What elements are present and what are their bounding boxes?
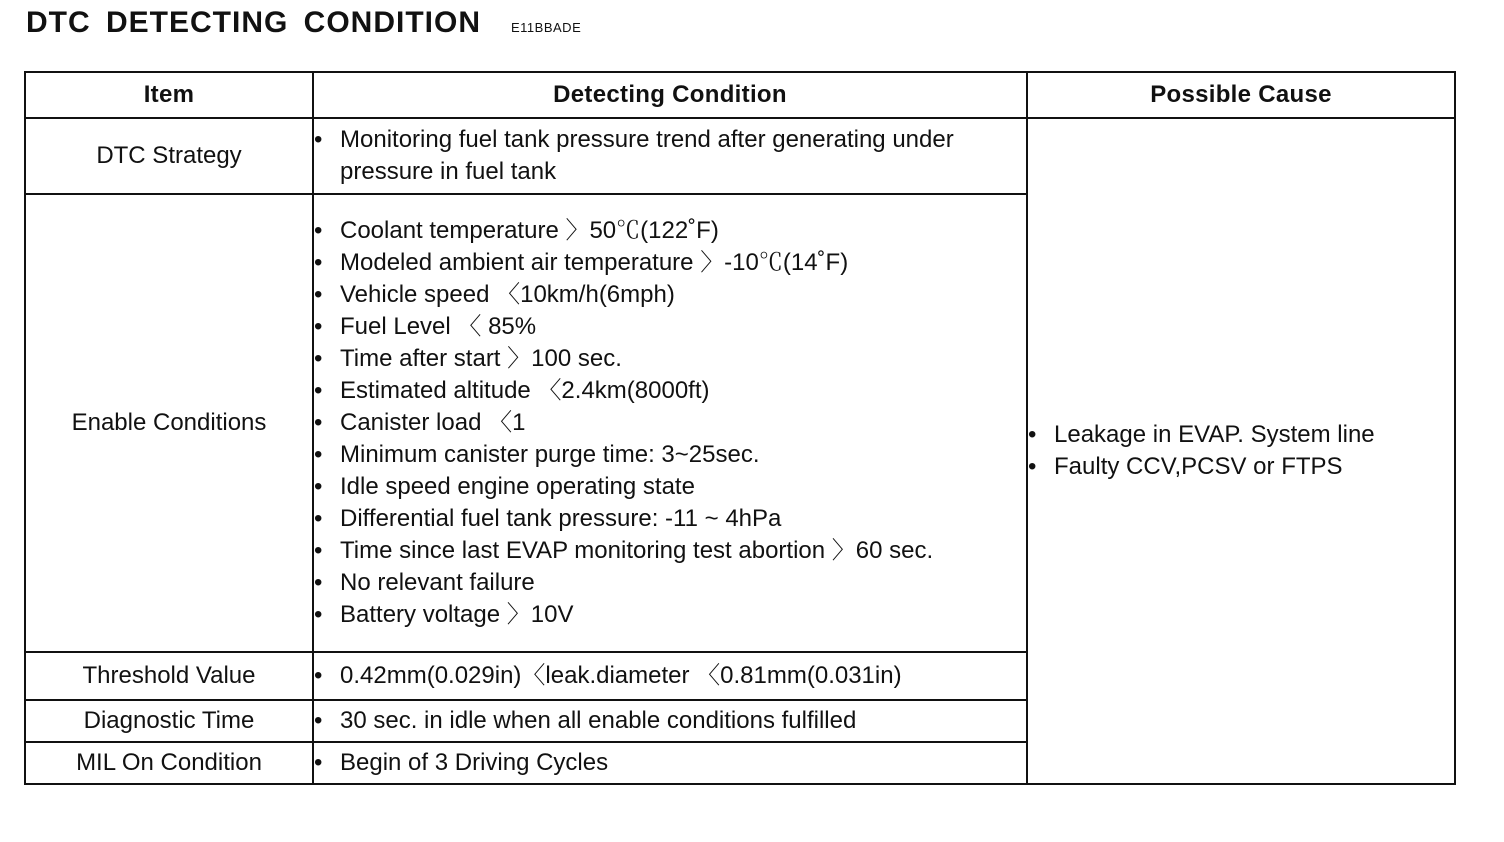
condition-item: • 30 sec. in idle when all enable conditions fulfilled	[314, 705, 1026, 737]
item-cell-diagnostic-time: Diagnostic Time	[25, 700, 313, 742]
page-heading	[26, 6, 581, 46]
condition-item: • 0.42mm(0.029in)〈leak.diameter 〈0.81mm(0.031in)	[314, 660, 1026, 692]
table-row-dtc-strategy	[25, 118, 1455, 194]
column-header-item: Item	[25, 72, 313, 118]
column-header-possible-cause: Possible Cause	[1027, 72, 1455, 118]
page-title: DTC DETECTING CONDITION	[26, 6, 481, 39]
possible-cause-item: • Faulty CCV,PCSV or FTPS	[1028, 451, 1454, 483]
table-header-row	[25, 72, 1455, 118]
condition-item: • Modeled ambient air temperature 〉-10℃(14˚F)	[314, 247, 1026, 279]
condition-list	[314, 215, 1026, 631]
condition-item: • Estimated altitude 〈2.4km(8000ft)	[314, 375, 1026, 407]
condition-item: • Time after start 〉100 sec.	[314, 343, 1026, 375]
document-code: E11BBADE	[511, 20, 582, 35]
condition-list	[314, 747, 1026, 779]
item-cell-threshold-value: Threshold Value	[25, 652, 313, 700]
condition-item: • Vehicle speed 〈10km/h(6mph)	[314, 279, 1026, 311]
item-cell-enable-conditions: Enable Conditions	[25, 194, 313, 652]
condition-item: • Time since last EVAP monitoring test abortion 〉60 sec.	[314, 535, 1026, 567]
condition-cell-diagnostic-time	[313, 700, 1027, 742]
condition-item: • Begin of 3 Driving Cycles	[314, 747, 1026, 779]
column-header-detecting-condition: Detecting Condition	[313, 72, 1027, 118]
condition-item: • Idle speed engine operating state	[314, 471, 1026, 503]
condition-item: • No relevant failure	[314, 567, 1026, 599]
condition-item: • Canister load 〈1	[314, 407, 1026, 439]
dtc-condition-table	[24, 71, 1456, 785]
condition-item: • Differential fuel tank pressure: -11 ~ 4hPa	[314, 503, 1026, 535]
item-cell-dtc-strategy: DTC Strategy	[25, 118, 313, 194]
condition-list	[314, 124, 1026, 188]
condition-cell-dtc-strategy	[313, 118, 1027, 194]
condition-list	[314, 660, 1026, 692]
condition-item: • Coolant temperature 〉50℃(122˚F)	[314, 215, 1026, 247]
condition-item: • Minimum canister purge time: 3~25sec.	[314, 439, 1026, 471]
condition-item: • Battery voltage 〉10V	[314, 599, 1026, 631]
condition-cell-mil-on-condition	[313, 742, 1027, 784]
condition-item: • Fuel Level 〈 85%	[314, 311, 1026, 343]
possible-cause-cell	[1027, 118, 1455, 784]
condition-cell-enable-conditions	[313, 194, 1027, 652]
possible-cause-list	[1028, 419, 1454, 483]
condition-cell-threshold-value	[313, 652, 1027, 700]
condition-list	[314, 705, 1026, 737]
condition-item: • Monitoring fuel tank pressure trend after generating under pressure in fuel tank	[314, 124, 1026, 188]
item-cell-mil-on-condition: MIL On Condition	[25, 742, 313, 784]
possible-cause-item: • Leakage in EVAP. System line	[1028, 419, 1454, 451]
